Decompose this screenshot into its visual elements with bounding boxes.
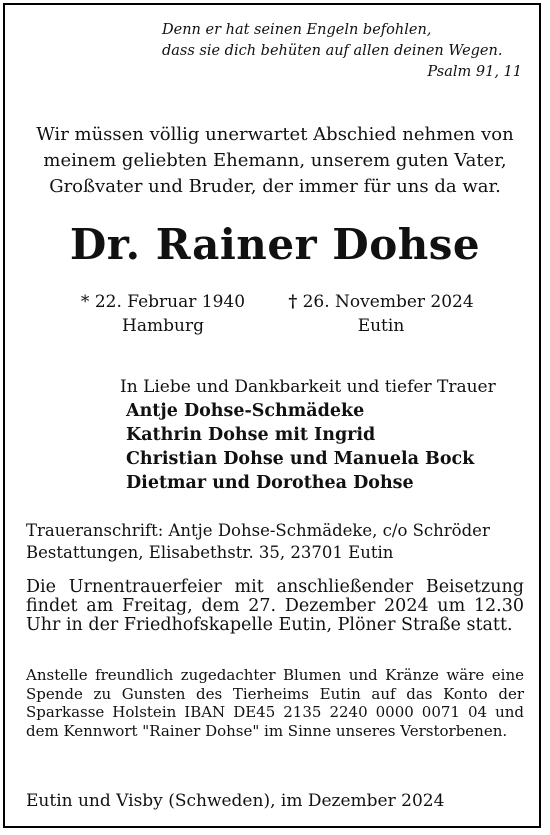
verse-line-1: Denn er hat seinen Engeln befohlen, <box>162 22 432 38</box>
verse-reference: Psalm 91, 11 <box>427 64 522 80</box>
deceased-name: Dr. Rainer Dohse <box>69 220 481 269</box>
intro-line-1: Wir müssen völlig unerwartet Abschied nehmen von <box>36 124 514 145</box>
mourning-address <box>26 520 536 564</box>
mourners-block <box>120 375 530 495</box>
donation-text: Anstelle freundlich zugedachter Blumen und Kränze wäre eine Spende zu Gunsten des Tierheims Eutin auf das Konto der Sparkasse Holstein IBAN DE45 2135 2240 0000 0071 04 und dem Kennwort "Rainer Dohse" im Sinne unseres Verstorbenen. <box>26 666 524 740</box>
birth-symbol: * <box>80 292 90 312</box>
death-place: Eutin <box>357 316 405 336</box>
mourner-name: Christian Dohse und Manuela Bock <box>126 449 475 469</box>
address-line-2: Bestattungen, Elisabethstr. 35, 23701 Eutin <box>26 543 394 562</box>
ceremony-text: Die Urnentrauerfeier mit anschließender Beisetzung findet am Freitag, dem 27. Dezember 2024 um 12.30 Uhr in der Friedhofskapelle Eutin, Plöner Straße statt. <box>26 577 524 635</box>
intro-text <box>20 122 530 200</box>
bible-verse <box>162 20 522 83</box>
birth-date: 22. Februar 1940 <box>94 292 246 312</box>
birth-info <box>68 290 258 338</box>
mourner-name: Dietmar und Dorothea Dohse <box>126 473 414 493</box>
death-date-line <box>276 290 486 314</box>
intro-line-2: meinem geliebten Ehemann, unserem guten Vater, <box>43 150 507 171</box>
mourner-name: Antje Dohse-Schmädeke <box>126 401 365 421</box>
mourners-names <box>126 399 530 495</box>
death-info <box>276 290 486 338</box>
address-line-1: Traueranschrift: Antje Dohse-Schmädeke, c/o Schröder <box>26 521 490 540</box>
mourners-heading: In Liebe und Dankbarkeit und tiefer Trauer <box>120 377 496 397</box>
death-symbol: † <box>288 292 298 312</box>
intro-line-3: Großvater und Bruder, der immer für uns da war. <box>49 176 501 197</box>
closing-place-date: Eutin und Visby (Schweden), im Dezember 2024 <box>26 791 445 811</box>
birth-place: Hamburg <box>122 316 204 336</box>
verse-line-2: dass sie dich behüten auf allen deinen Wegen. <box>162 43 503 59</box>
death-date: 26. November 2024 <box>302 292 474 312</box>
birth-date-line <box>68 290 258 314</box>
mourner-name: Kathrin Dohse mit Ingrid <box>126 425 376 445</box>
